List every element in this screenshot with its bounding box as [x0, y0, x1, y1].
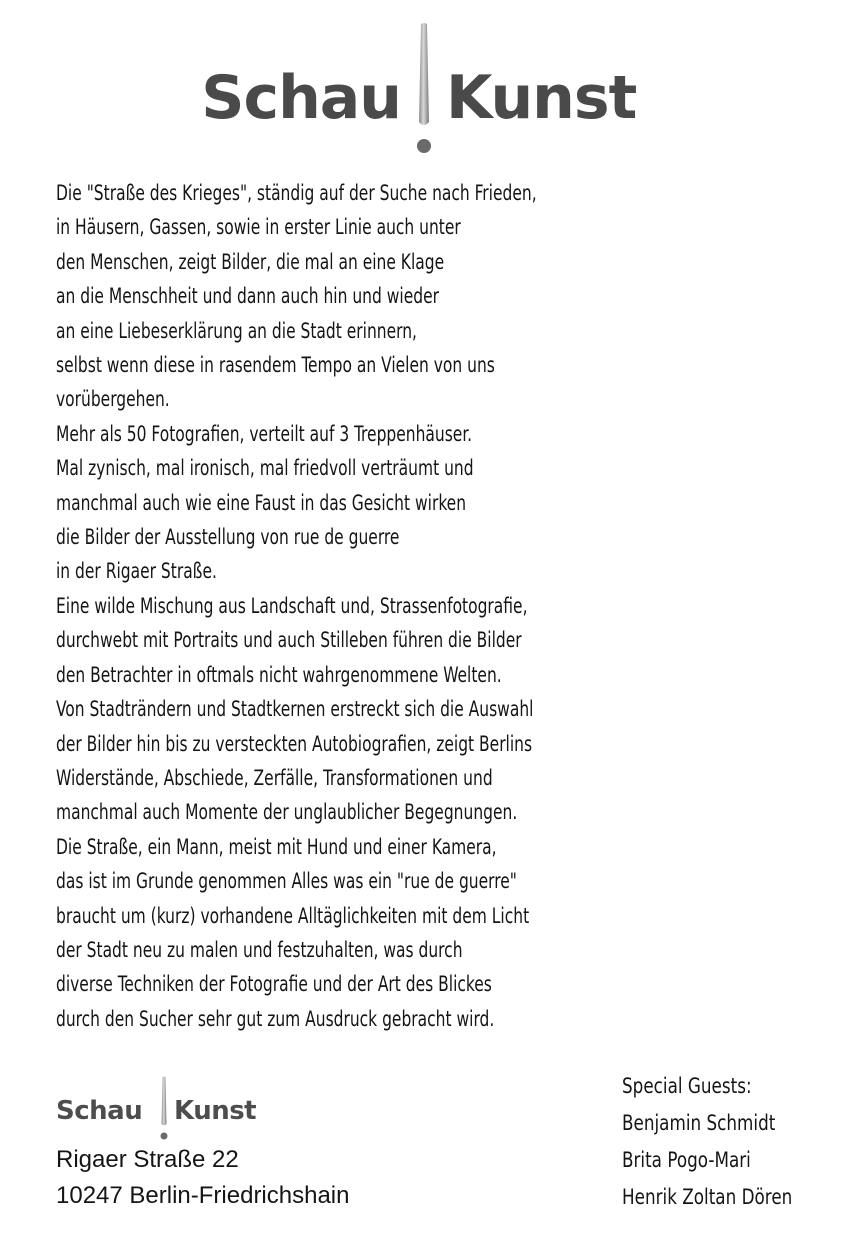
text-line: das ist im Grunde genommen Alles was ein "rue de guerre" [56, 869, 517, 894]
text-line: braucht um (kurz) vorhandene Alltäglichkeiten mit dem Licht [56, 903, 530, 928]
text-line: den Betrachter in oftmals nicht wahrgenommene Welten. [56, 662, 502, 687]
address-city: 10247 Berlin-Friedrichshain [56, 1182, 350, 1209]
text-line: durch den Sucher sehr gut zum Ausdruck gebracht wird. [56, 1006, 495, 1031]
text-line: der Bilder hin bis zu versteckten Autobiografien, zeigt Berlins [56, 731, 533, 756]
footer-logo [56, 1076, 296, 1146]
text-line: selbst wenn diese in rasendem Tempo an Vielen von uns [56, 353, 495, 378]
guest-name: Benjamin Schmidt [622, 1111, 776, 1135]
text-line: in der Rigaer Straße. [56, 559, 217, 584]
logo-word-kunst: Kunst [174, 1096, 257, 1126]
venue-address [56, 1142, 349, 1214]
text-line: Mal zynisch, mal ironisch, mal friedvoll verträumt und [56, 456, 474, 481]
guest-name: Henrik Zoltan Dören [622, 1185, 793, 1209]
text-line: den Menschen, zeigt Bilder, die mal an eine Klage [56, 249, 445, 274]
text-line: Eine wilde Mischung aus Landschaft und, Strassenfotografie, [56, 593, 528, 618]
text-line: Mehr als 50 Fotografien, verteilt auf 3 Treppenhäuser. [56, 421, 473, 446]
text-line: Widerstände, Abschiede, Zerfälle, Transformationen und [56, 765, 493, 790]
header-logo [0, 22, 859, 162]
logo-word-schau: Schau [56, 1096, 143, 1126]
exclamation-mark-icon [412, 22, 436, 158]
guests-heading: Special Guests: [622, 1074, 752, 1098]
text-line: Die "Straße des Krieges", ständig auf der Suche nach Frieden, [56, 181, 537, 205]
logo-word-kunst: Kunst [446, 63, 637, 133]
text-line: durchwebt mit Portraits und auch Stilleben führen die Bilder [56, 628, 522, 653]
special-guests [622, 1068, 835, 1216]
text-line: diverse Techniken der Fotografie und der Art des Blickes [56, 972, 492, 997]
address-street: Rigaer Straße 22 [56, 1146, 239, 1173]
text-line: an die Menschheit und dann auch hin und wieder [56, 284, 439, 309]
text-line: manchmal auch wie eine Faust in das Gesicht wirken [56, 490, 467, 515]
exclamation-mark-icon [158, 1076, 170, 1142]
text-line: der Stadt neu zu malen und festzuhalten, was durch [56, 937, 463, 962]
text-line: in Häusern, Gassen, sowie in erster Linie auch unter [56, 215, 461, 240]
description-text [56, 176, 676, 1036]
text-line: die Bilder der Ausstellung von rue de guerre [56, 525, 400, 550]
guest-name: Brita Pogo-Mari [622, 1148, 751, 1172]
text-line: vorübergehen. [56, 387, 170, 412]
text-line: an eine Liebeserklärung an die Stadt erinnern, [56, 318, 417, 343]
logo-word-schau: Schau [201, 63, 401, 133]
text-line: Die Straße, ein Mann, meist mit Hund und einer Kamera, [56, 834, 497, 859]
text-line: Von Stadträndern und Stadtkernen erstreckt sich die Auswahl [56, 697, 534, 722]
text-line: manchmal auch Momente der unglaublicher Begegnungen. [56, 800, 518, 825]
